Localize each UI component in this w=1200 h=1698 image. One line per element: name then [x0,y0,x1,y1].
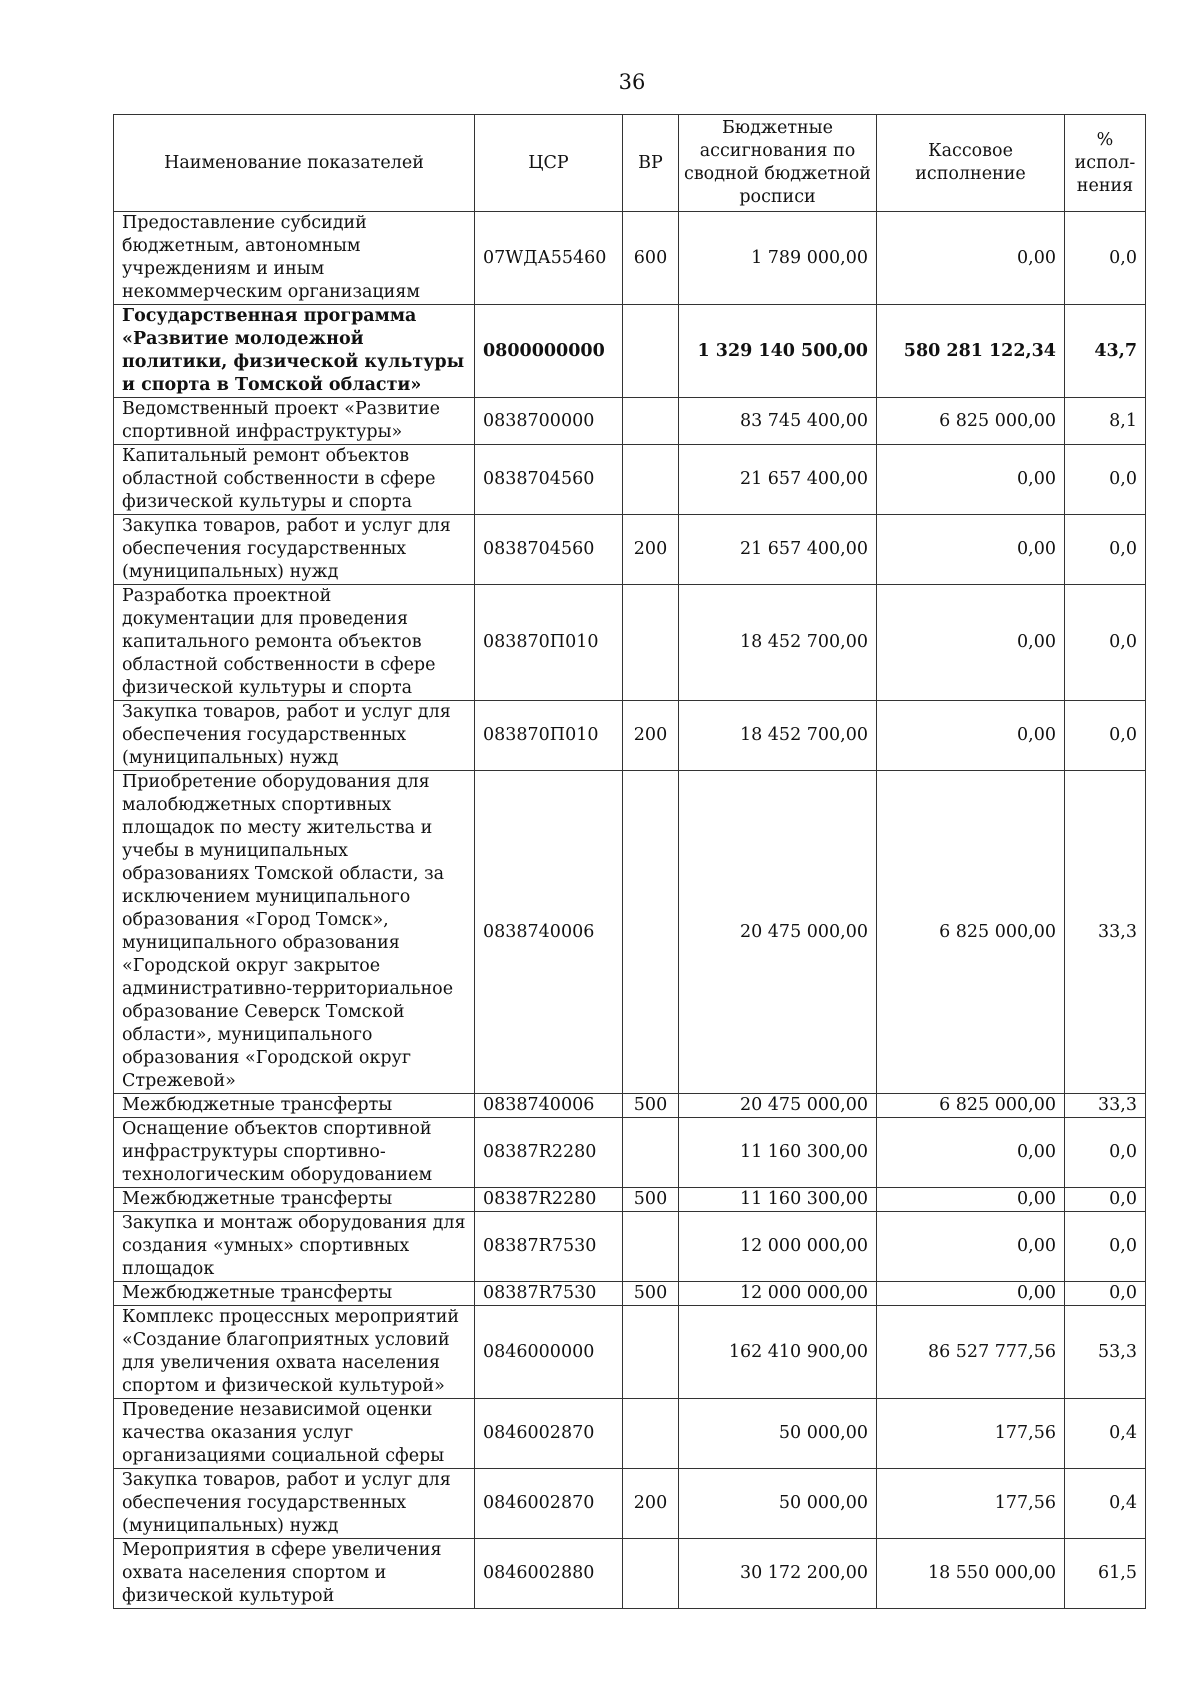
row-budget: 1 789 000,00 [679,212,877,305]
row-name: Межбюджетные трансферты [114,1282,475,1306]
row-pct: 0,0 [1065,1118,1146,1188]
row-vr [623,585,679,701]
header-name: Наименование показателей [114,115,475,212]
row-csr: 0838704560 [475,445,623,515]
row-cash: 580 281 122,34 [877,305,1065,398]
row-pct: 0,4 [1065,1399,1146,1469]
row-vr: 600 [623,212,679,305]
row-name: Государственная программа «Развитие молодежной политики, физической культуры и спорта в Томской области» [114,305,475,398]
table-row [114,212,1146,305]
row-cash: 0,00 [877,515,1065,585]
row-cash: 0,00 [877,701,1065,771]
row-name: Комплекс процессных мероприятий «Создание благоприятных условий для увеличения охвата населения спортом и физической культурой» [114,1306,475,1399]
table-row [114,701,1146,771]
row-name: Межбюджетные трансферты [114,1094,475,1118]
row-pct: 61,5 [1065,1539,1146,1609]
row-budget: 1 329 140 500,00 [679,305,877,398]
row-vr [623,1306,679,1399]
table-row [114,771,1146,1094]
row-csr: 0800000000 [475,305,623,398]
table-row [114,1118,1146,1188]
row-csr: 0846002880 [475,1539,623,1609]
table-row [114,445,1146,515]
row-csr: 083870П010 [475,701,623,771]
row-csr: 0838700000 [475,398,623,445]
row-vr: 200 [623,515,679,585]
row-pct: 0,0 [1065,1212,1146,1282]
row-cash: 6 825 000,00 [877,771,1065,1094]
row-budget: 20 475 000,00 [679,771,877,1094]
row-cash: 0,00 [877,1118,1065,1188]
row-name: Капитальный ремонт объектов областной собственности в сфере физической культуры и спорта [114,445,475,515]
row-budget: 50 000,00 [679,1469,877,1539]
table-body [114,212,1146,1609]
table-row [114,398,1146,445]
table-row [114,305,1146,398]
page-number: 36 [618,70,646,94]
table-row [114,1469,1146,1539]
row-csr: 0846002870 [475,1469,623,1539]
row-budget: 18 452 700,00 [679,585,877,701]
row-name: Ведомственный проект «Развитие спортивной инфраструктуры» [114,398,475,445]
row-csr: 07WДА55460 [475,212,623,305]
table-row [114,1539,1146,1609]
row-name: Оснащение объектов спортивной инфраструктуры спортивно-технологическим оборудованием [114,1118,475,1188]
row-csr: 08387R7530 [475,1212,623,1282]
row-csr: 08387R2280 [475,1188,623,1212]
row-budget: 21 657 400,00 [679,445,877,515]
row-cash: 0,00 [877,445,1065,515]
row-vr [623,1118,679,1188]
row-vr [623,445,679,515]
table-row [114,585,1146,701]
row-vr [623,771,679,1094]
row-cash: 0,00 [877,1282,1065,1306]
header-csr: ЦСР [475,115,623,212]
row-cash: 177,56 [877,1399,1065,1469]
row-pct: 33,3 [1065,771,1146,1094]
row-vr [623,1539,679,1609]
header-vr: ВР [623,115,679,212]
row-budget: 12 000 000,00 [679,1212,877,1282]
row-csr: 0846000000 [475,1306,623,1399]
row-budget: 162 410 900,00 [679,1306,877,1399]
table-row [114,1399,1146,1469]
row-csr: 0838740006 [475,1094,623,1118]
row-csr: 0838704560 [475,515,623,585]
row-budget: 11 160 300,00 [679,1188,877,1212]
row-name: Проведение независимой оценки качества оказания услуг организациями социальной сферы [114,1399,475,1469]
row-pct: 0,0 [1065,445,1146,515]
row-vr [623,1212,679,1282]
row-vr: 500 [623,1188,679,1212]
row-vr: 200 [623,1469,679,1539]
row-pct: 0,0 [1065,212,1146,305]
row-name: Закупка товаров, работ и услуг для обеспечения государственных (муниципальных) нужд [114,701,475,771]
row-pct: 33,3 [1065,1094,1146,1118]
header-budget: Бюджетные ассигнования по сводной бюджетной росписи [679,115,877,212]
row-csr: 0838740006 [475,771,623,1094]
row-pct: 0,0 [1065,585,1146,701]
row-vr [623,305,679,398]
table-header [114,115,1146,212]
row-pct: 0,0 [1065,515,1146,585]
row-name: Межбюджетные трансферты [114,1188,475,1212]
header-pct: % испол-нения [1065,115,1146,212]
row-name: Закупка и монтаж оборудования для создания «умных» спортивных площадок [114,1212,475,1282]
row-pct: 53,3 [1065,1306,1146,1399]
row-cash: 6 825 000,00 [877,398,1065,445]
row-budget: 50 000,00 [679,1399,877,1469]
row-budget: 30 172 200,00 [679,1539,877,1609]
row-cash: 0,00 [877,212,1065,305]
row-vr [623,398,679,445]
table-row [114,1094,1146,1118]
row-name: Закупка товаров, работ и услуг для обеспечения государственных (муниципальных) нужд [114,1469,475,1539]
row-csr: 08387R2280 [475,1118,623,1188]
row-cash: 0,00 [877,1212,1065,1282]
row-pct: 8,1 [1065,398,1146,445]
row-pct: 0,0 [1065,701,1146,771]
row-cash: 0,00 [877,585,1065,701]
row-cash: 6 825 000,00 [877,1094,1065,1118]
row-name: Разработка проектной документации для проведения капитального ремонта объектов областной собственности в сфере физической культуры и спорта [114,585,475,701]
row-vr [623,1399,679,1469]
row-pct: 0,4 [1065,1469,1146,1539]
row-csr: 083870П010 [475,585,623,701]
row-budget: 18 452 700,00 [679,701,877,771]
table-row [114,1306,1146,1399]
row-csr: 08387R7530 [475,1282,623,1306]
row-budget: 11 160 300,00 [679,1118,877,1188]
row-name: Приобретение оборудования для малобюджетных спортивных площадок по месту жительства и учебы в муниципальных образованиях Томской области, за исключением муниципального образования «Город Томск», муниципального образования «Городской округ закрытое административно-территориальное образование Северск Томской области», муниципального образования «Городской округ Стрежевой» [114,771,475,1094]
row-cash: 0,00 [877,1188,1065,1212]
table-row [114,1212,1146,1282]
row-name: Мероприятия в сфере увеличения охвата населения спортом и физической культурой [114,1539,475,1609]
header-cash: Кассовое исполнение [877,115,1065,212]
table-row [114,1282,1146,1306]
table-row [114,1188,1146,1212]
row-cash: 177,56 [877,1469,1065,1539]
row-budget: 21 657 400,00 [679,515,877,585]
row-cash: 18 550 000,00 [877,1539,1065,1609]
row-vr: 500 [623,1282,679,1306]
row-pct: 0,0 [1065,1282,1146,1306]
row-pct: 43,7 [1065,305,1146,398]
row-pct: 0,0 [1065,1188,1146,1212]
row-csr: 0846002870 [475,1399,623,1469]
row-budget: 12 000 000,00 [679,1282,877,1306]
row-name: Закупка товаров, работ и услуг для обеспечения государственных (муниципальных) нужд [114,515,475,585]
row-vr: 500 [623,1094,679,1118]
row-budget: 83 745 400,00 [679,398,877,445]
row-name: Предоставление субсидий бюджетным, автономным учреждениям и иным некоммерческим организациям [114,212,475,305]
row-budget: 20 475 000,00 [679,1094,877,1118]
budget-table [113,114,1146,1609]
row-cash: 86 527 777,56 [877,1306,1065,1399]
row-vr: 200 [623,701,679,771]
table-row [114,515,1146,585]
